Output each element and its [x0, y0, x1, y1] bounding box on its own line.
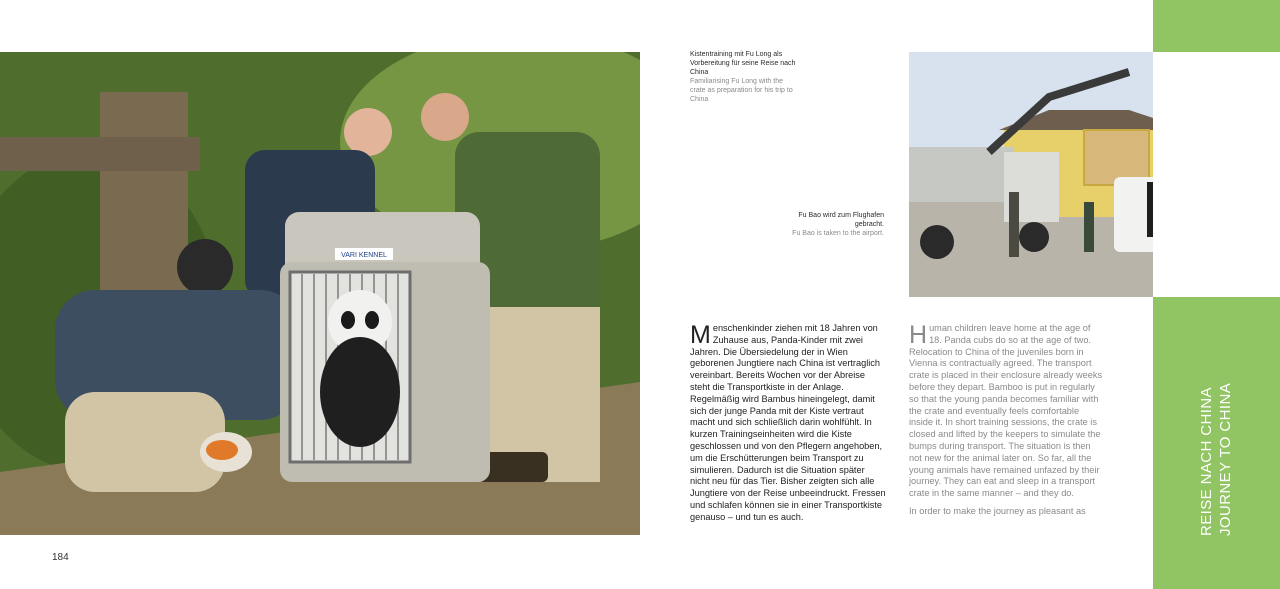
- page-number: 184: [52, 552, 69, 563]
- person-2: [1084, 202, 1094, 252]
- body-text: enschenkinder ziehen mit 18 Jahren von Zuhause aus, Panda-Kinder mit zwei Jahren. Die Übersiedelung der in Wien geborenen Jungtiere nach China ist vertraglich vereinbart. Bereits Wochen vor der Abreise steht die Transportkiste in der Anlage. Regelmäßig wird Bambus hineingelegt, damit sich der junge Panda mit der Kiste vertraut macht und sich schließlich darin wohlfühlt. In kurzen Trainingseinheiten wird die Kiste geschlossen und von den Pflegern angehoben, um die Erschütterungen beim Transport zu simulieren. Dadurch ist die Situation später nicht neu für das Tier. Bisher zeigten sich alle Jungtiere von der Reise unbeeindruckt. Fressen und schlafen können sie in einer Transportkiste genauso – und tun es auch.: [690, 323, 886, 522]
- suspended-crate: [1084, 130, 1149, 185]
- dropcap: H: [909, 321, 928, 349]
- log: [0, 137, 200, 171]
- man-head: [344, 108, 392, 156]
- body-text: uman children leave home at the age of 18. Panda cubs do so at the age of two. Relocation to China of the juveniles born in Vienna is contractually agreed. The transport crate is placed in their enclosure already weeks before they depart. Bamboo is put in regularly so that the young panda becomes familiar with the crate and eventually feels comfortable inside it. In short training sessions, the crate is closed and lifted by the keepers to simulate the bumps during transport. The situation is then not new for the animal later on. So far, all the young animals have remained unfazed by their journey. They can eat and sleep in a transport crate in the same manner – and they do.: [909, 323, 1103, 499]
- crate-label-text: VARI KENNEL: [341, 252, 387, 259]
- panda-eye-left: [341, 311, 355, 329]
- crouching-trousers: [65, 392, 225, 492]
- carrots: [206, 440, 238, 460]
- panda-eye-right: [365, 311, 379, 329]
- chapter-title-english: JOURNEY TO CHINA: [1217, 382, 1234, 536]
- caption-de: Fu Bao wird zum Flughafen gebracht.: [798, 212, 884, 228]
- person-1: [1009, 192, 1019, 257]
- tree-trunk: [100, 92, 188, 312]
- body-text-continued: In order to make the journey as pleasant as: [909, 505, 1086, 516]
- chapter-title-german: REISE NACH CHINA: [1198, 387, 1215, 536]
- woman-head: [421, 93, 469, 141]
- photo-crate-training: [0, 52, 640, 535]
- truck-wheel-1: [920, 225, 954, 259]
- caption-en: Familiarising Fu Long with the crate as preparation for his trip to China: [690, 78, 793, 103]
- caption-de: Kistentraining mit Fu Long als Vorbereitung für seine Reise nach China: [690, 51, 796, 76]
- caption-airport: [770, 211, 884, 238]
- body-text-english: [909, 323, 1105, 518]
- truck-wheel-2: [1019, 222, 1049, 252]
- truck-bed: [909, 147, 1014, 202]
- dropcap: M: [690, 321, 711, 349]
- crouching-head: [177, 239, 233, 295]
- side-tab-white-gap: [1153, 52, 1280, 297]
- body-text-german: [690, 323, 886, 524]
- panda-body: [320, 337, 400, 447]
- caption-en: Fu Bao is taken to the airport.: [792, 230, 884, 237]
- caption-crate-training: [690, 50, 800, 104]
